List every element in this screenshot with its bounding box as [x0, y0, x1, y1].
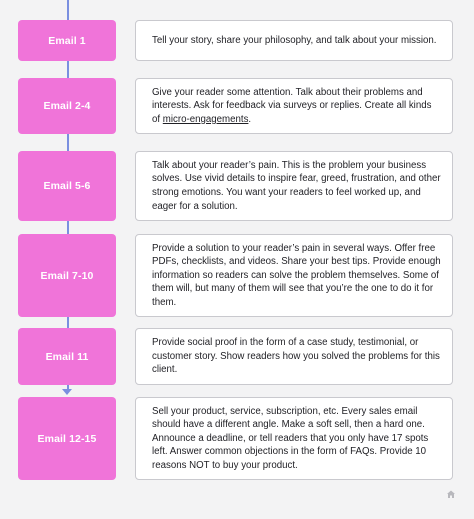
step-label: Email 1: [48, 34, 86, 47]
step-label-pill: [18, 20, 116, 61]
step-email-1: [18, 20, 454, 61]
step-description-wrapper: [152, 86, 442, 127]
step-description: Provide social proof in the form of a case study, testimonial, or customer story. Show readers how you solved the problems for this client.: [152, 337, 440, 376]
step-description-card: [135, 234, 453, 317]
timeline-connector-4-5: [67, 317, 69, 328]
timeline-connector-3-4: [67, 221, 69, 234]
step-description-card: [135, 397, 453, 480]
step-email-11: [18, 328, 454, 385]
step-label-pill: [18, 397, 116, 480]
step-email-5-6: [18, 151, 454, 221]
step-label-pill: [18, 234, 116, 317]
step-description-card: [135, 151, 453, 221]
step-description-card: [135, 328, 453, 385]
timeline-connector-1-2: [67, 61, 69, 78]
step-description-end: .: [248, 113, 252, 125]
step-description-card: [135, 20, 453, 61]
step-email-2-4: [18, 78, 454, 134]
house-logo-icon: [446, 489, 456, 499]
timeline-connector-top: [67, 0, 69, 20]
step-description: Sell your product, service, subscription, etc. Every sales email should have a different angle. Make a soft sell, then a hard one. Announce a deadline, or tell readers that you only have 17 spots left. Answer common objections in the form of FAQs. Provide 10 reasons NOT to buy your product.: [152, 405, 429, 471]
step-email-7-10: [18, 234, 454, 317]
timeline-connector-2-3: [67, 134, 69, 151]
timeline-arrow-icon: [62, 389, 72, 395]
step-label-pill: [18, 328, 116, 385]
step-description: Provide a solution to your reader’s pain in several ways. Offer free PDFs, checklists, and videos. Share your best tips. Provide enough information so readers can solve the problem themselves. Some of them will, but many of them will see that you’re the one to do it for them.: [152, 242, 441, 308]
step-description: Give your reader some attention. Talk about their problems and interests. Ask for feedback via surveys or replies. Create all kinds of: [152, 86, 432, 125]
step-label: Email 12-15: [37, 432, 97, 445]
step-label: Email 5-6: [43, 180, 91, 192]
step-email-12-15: [18, 397, 454, 480]
step-label-pill: [18, 78, 116, 134]
step-label: Email 11: [45, 350, 89, 363]
step-label-pill: [18, 151, 116, 221]
step-label: Email 7-10: [40, 269, 94, 282]
step-description: Tell your story, share your philosophy, and talk about your mission.: [152, 34, 437, 46]
step-description-card: [135, 78, 453, 134]
micro-engagements-link[interactable]: micro-engagements: [162, 113, 249, 125]
step-label: Email 2-4: [43, 100, 91, 112]
step-description: Talk about your reader’s pain. This is the problem your business solves. Use vivid details to inspire fear, greed, frustration, and other strong emotions. You want your readers to feel worked up, and eager for a solution.: [152, 159, 441, 212]
